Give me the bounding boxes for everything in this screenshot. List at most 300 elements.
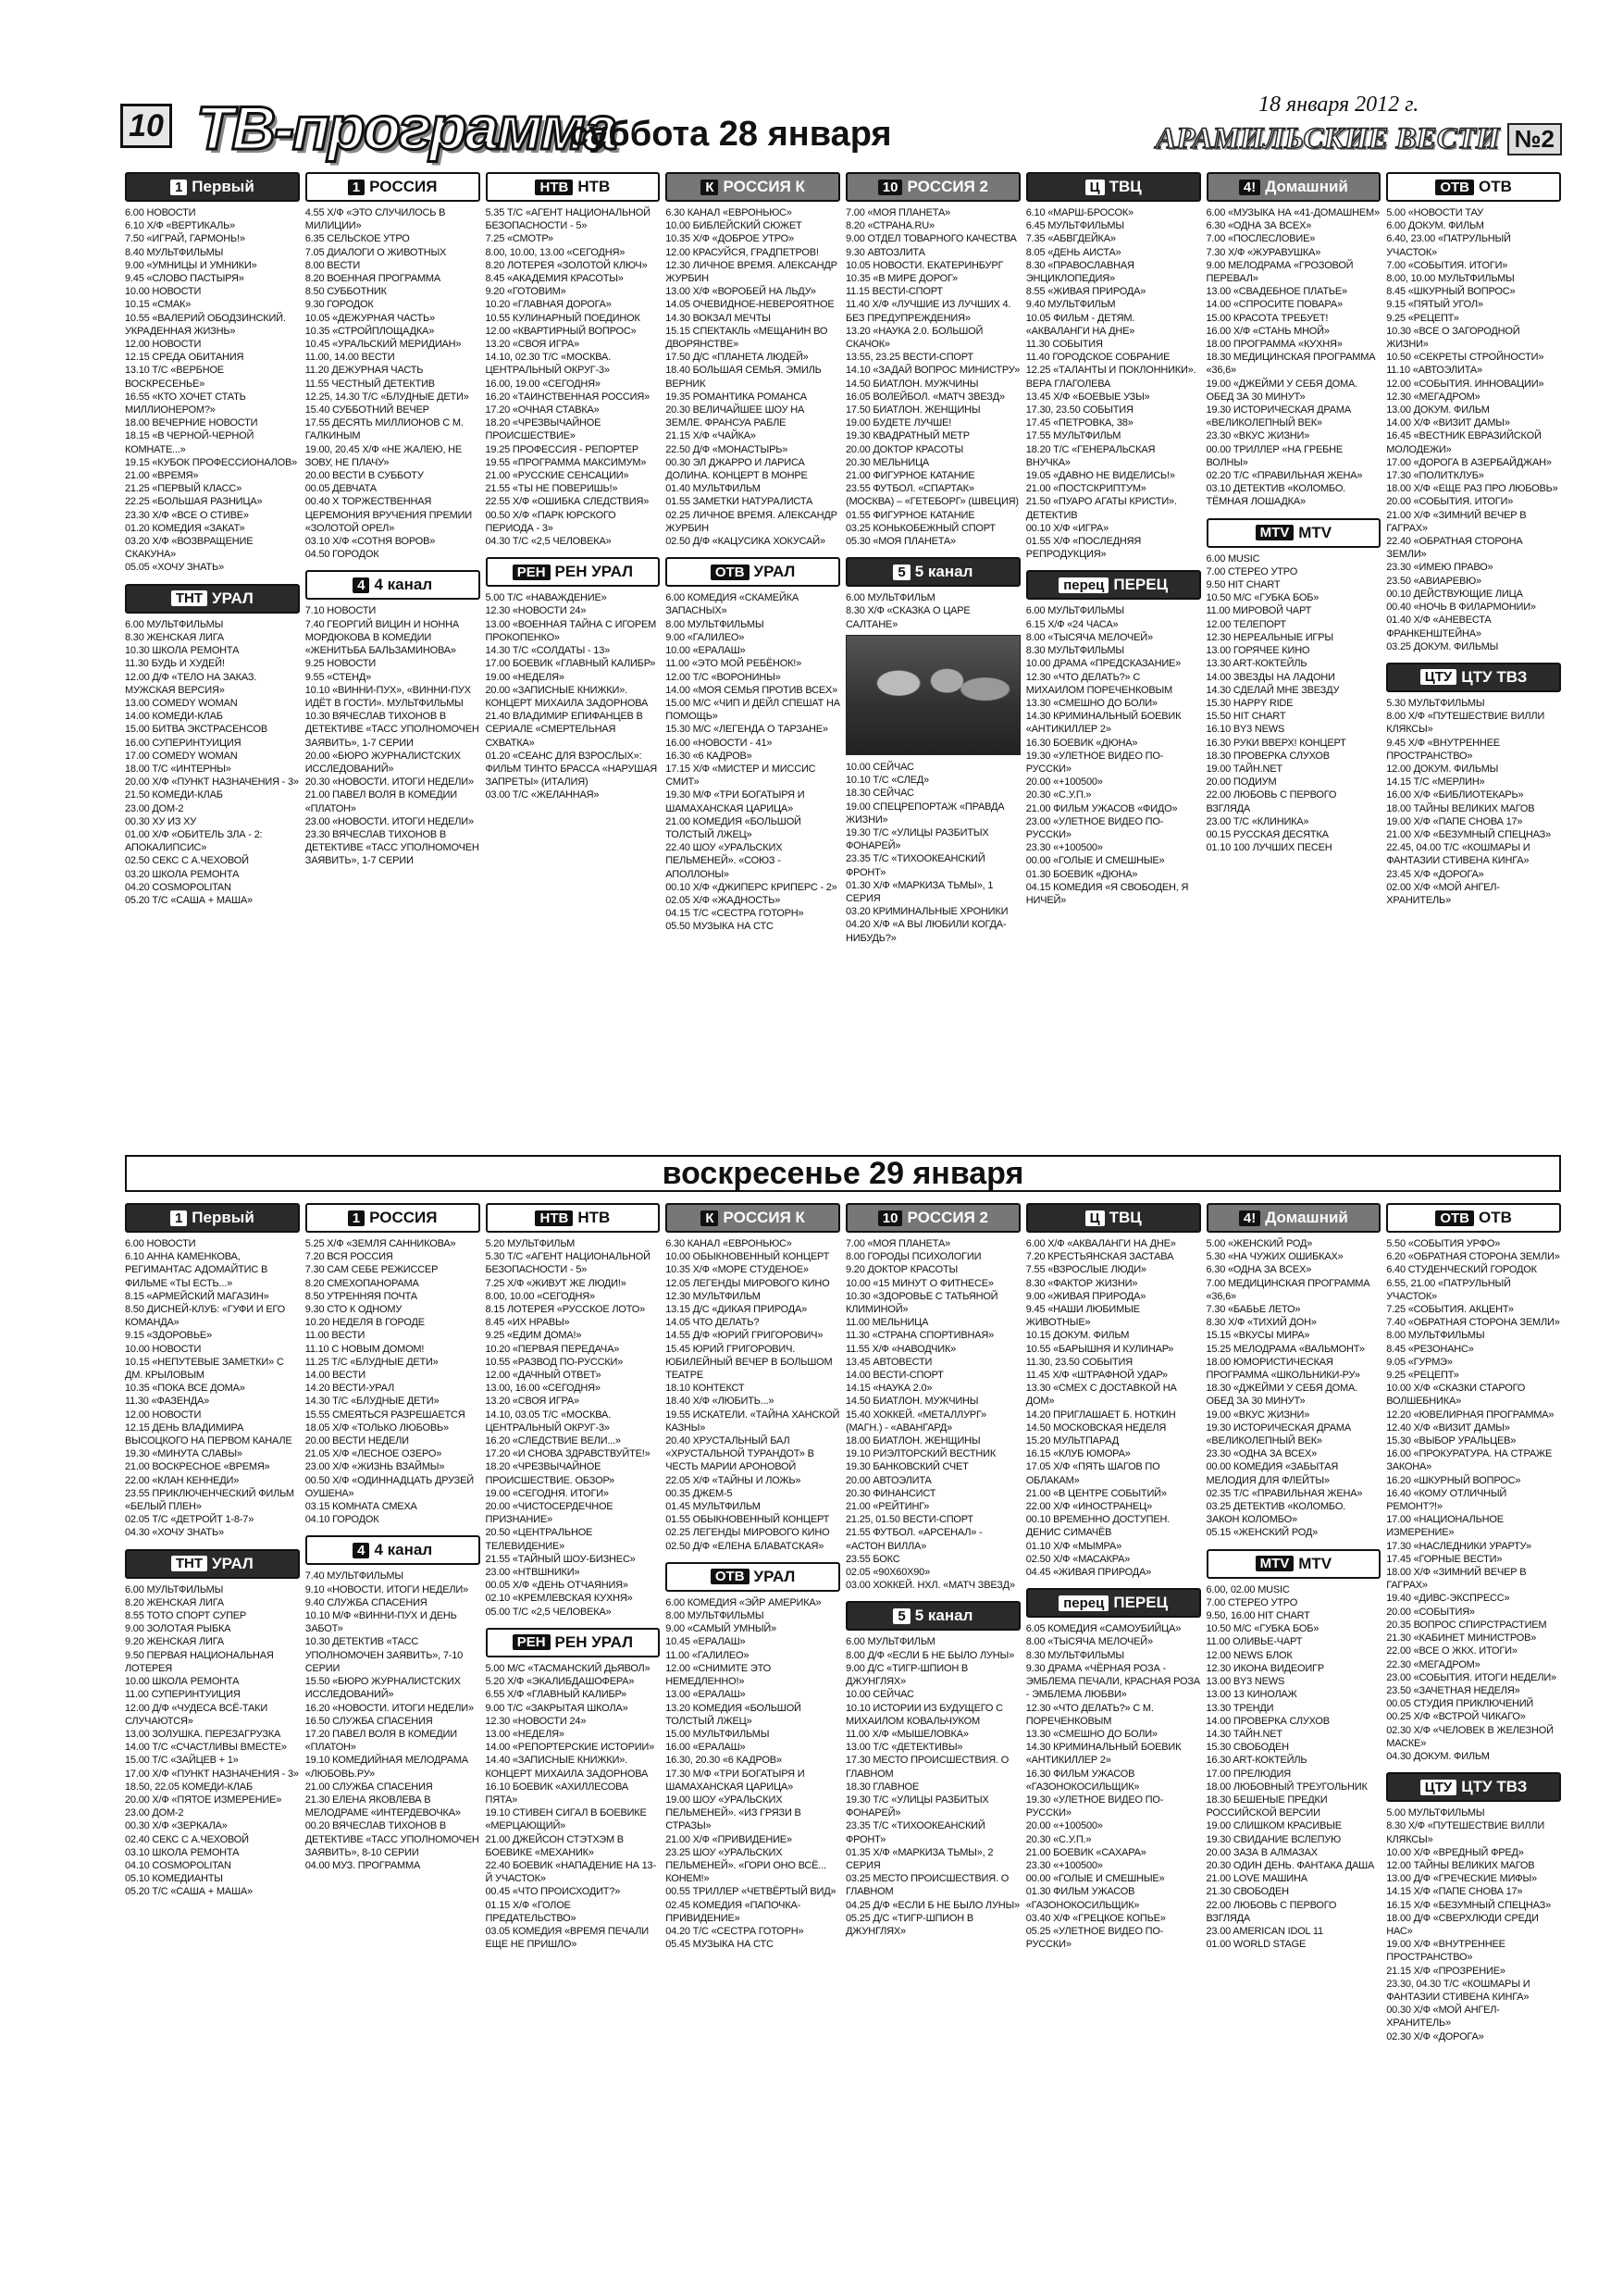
program-entry: 6.35 СЕЛЬСКОЕ УТРО — [304, 233, 410, 245]
program-entry: 6.00 МУЛЬТФИЛЬМЫ — [125, 1583, 224, 1595]
program-entry: 18.20 «ЧРЕЗВЫЧАЙНОЕ ПРОИСШЕСТВИЕ» — [485, 417, 601, 442]
program-entry: 10.30 «ЗДОРОВЬЕ С ТАТЬЯНОЙ КЛИМИНОЙ» — [846, 1290, 998, 1316]
program-entry: 8.30 Х/Ф «ПУТЕШЕСТВИЕ ВИЛЛИ КЛЯКСЫ» — [1386, 1820, 1545, 1845]
program-list — [665, 591, 840, 933]
channel-logo-icon: ОТВ — [1435, 180, 1474, 195]
program-entry: 12.00 Д/Ф «ЧУДЕСА ВСЁ-ТАКИ СЛУЧАЮТСЯ» — [125, 1702, 268, 1727]
channel-logo — [665, 1562, 840, 1592]
program-entry: 8.30 Х/Ф «ТИХИЙ ДОН» — [1206, 1317, 1317, 1329]
program-entry: 04.45 «ЖИВАЯ ПРИРОДА» — [1025, 1567, 1152, 1579]
program-entry: 21.00 СЛУЖБА СПАСЕНИЯ — [304, 1781, 433, 1793]
program-entry: 13.00 «СВАДЕБНОЕ ПЛАТЬЕ» — [1206, 286, 1347, 298]
program-entry: 11.00 ОЛИВЬЕ-ЧАРТ — [1206, 1636, 1303, 1648]
program-entry: 01.55 ФИГУРНОЕ КАТАНИЕ — [846, 509, 975, 521]
page-number: 10 — [120, 104, 172, 148]
program-entry: 9.25 «РЕЦЕПТ» — [1386, 1370, 1459, 1382]
channel-block — [665, 557, 840, 933]
channel-block — [1386, 172, 1561, 653]
channel-block — [665, 172, 840, 548]
program-entry: 01.55 ОБЫКНОВЕННЫЙ КОНЦЕРТ — [665, 1514, 830, 1526]
program-entry: 00.00 «ГОЛЫЕ И СМЕШНЫЕ» — [1025, 1873, 1165, 1885]
program-entry: 05.15 «ЖЕНСКИЙ РОД» — [1206, 1527, 1319, 1539]
channel-block — [665, 1203, 840, 1553]
program-entry: 19.30 М/Ф «ТРИ БОГАТЫРЯ И ШАМАХАНСКАЯ ЦАРИЦА» — [665, 789, 805, 814]
program-entry: 21.00 Х/Ф «ЗИМНИЙ ВЕЧЕР В ГАГРАХ» — [1386, 509, 1527, 534]
channel-logo-icon: MTV — [1256, 525, 1295, 540]
channel-logo — [1386, 1203, 1561, 1233]
program-entry: 13.00 ГОРЯЧЕЕ КИНО — [1206, 645, 1310, 657]
channel-logo-icon: 1 — [170, 180, 187, 195]
program-entry: 05.45 МУЗЫКА НА СТС — [665, 1939, 774, 1951]
program-entry: 12.20 «ЮВЕЛИРНАЯ ПРОГРАММА» — [1386, 1409, 1555, 1421]
program-entry: 5.00 МУЛЬТФИЛЬМЫ — [1386, 1807, 1485, 1819]
program-entry: 23.00 ДОМ-2 — [125, 802, 184, 814]
program-entry: 8.00 МУЛЬТФИЛЬМЫ — [1386, 1330, 1485, 1342]
program-entry: 20.00 ЗАЗА В АЛМАЗАХ — [1206, 1846, 1318, 1858]
program-entry: 19.30 БАНКОВСКИЙ СЧЕТ — [846, 1461, 969, 1473]
program-entry: 14.30 ТАЙН.NET — [1206, 1728, 1282, 1740]
program-entry: 21.00 ДЖЕЙСОН СТЭТХЭМ В БОЕВИКЕ «МЕХАНИК» — [485, 1833, 624, 1858]
program-entry: 03.05 КОМЕДИЯ «ВРЕМЯ ПЕЧАЛИ ЕЩЕ НЕ ПРИШЛО» — [485, 1925, 649, 1951]
program-entry: 02.05 «90Х60Х90» — [846, 1567, 930, 1579]
program-entry: 12.00 НОВОСТИ — [125, 1409, 202, 1421]
program-entry: 14.30 Т/С «БЛУДНЫЕ ДЕТИ» — [304, 1396, 440, 1408]
program-entry: 14.50 БИАТЛОН. МУЖЧИНЫ — [846, 1396, 979, 1408]
program-list — [1386, 1237, 1561, 1763]
channel-logo-icon: К — [700, 1210, 718, 1226]
program-entry: 8.15 ЛОТЕРЕЯ «РУССКОЕ ЛОТО» — [485, 1304, 646, 1316]
channel-name: Первый — [192, 1209, 254, 1226]
program-entry: 19.00 Х/Ф «ПАПЕ СНОВА 17» — [1386, 815, 1523, 827]
program-entry: 21.00 «ПОСТСКРИПТУМ» — [1025, 483, 1146, 495]
program-entry: 22.40 ШОУ «УРАЛЬСКИХ ПЕЛЬМЕНЕЙ». «СОЮЗ - АПОЛЛОНЫ» — [665, 842, 783, 880]
channel-block — [125, 1203, 300, 1540]
program-entry: 6.05 КОМЕДИЯ «САМОУБИЙЦА» — [1025, 1623, 1182, 1635]
program-entry: 16.10 БОЕВИК «АХИЛЛЕСОВА ПЯТА» — [485, 1781, 629, 1806]
program-entry: 12.15 ДЕНЬ ВЛАДИМИРА ВЫСОЦКОГО НА ПЕРВОМ КАНАЛЕ — [125, 1421, 292, 1447]
channel-block — [125, 584, 300, 907]
channel-block — [305, 570, 480, 867]
program-entry: 21.00 Х/Ф «ПРИВИДЕНИЕ» — [665, 1833, 792, 1845]
program-entry: 12.30 ИКОНА ВИДЕОИГР — [1206, 1662, 1324, 1674]
channel-name: ЦТУ ТВЗ — [1461, 1778, 1528, 1796]
program-entry: 10.00 СЕЙЧАС — [846, 1689, 914, 1701]
program-entry: 14.10, 03.05 Т/С «МОСКВА. ЦЕНТРАЛЬНЫЙ ОКРУГ-3» — [485, 1409, 612, 1433]
program-entry: 9.25 «ЕДИМ ДОМА!» — [485, 1330, 582, 1342]
program-entry: 13.00 Х/Ф «ВОРОБЕЙ НА ЛЬДУ» — [665, 286, 816, 298]
program-entry: 6.55, 21.00 «ПАТРУЛЬНЫЙ УЧАСТОК» — [1386, 1277, 1511, 1302]
program-entry: 01.10 Х/Ф «МЫМРА» — [1025, 1540, 1121, 1552]
channel-logo — [125, 1549, 300, 1579]
channel-name: Домашний — [1265, 178, 1348, 195]
program-entry: 11.25 Т/С «БЛУДНЫЕ ДЕТИ» — [304, 1356, 439, 1368]
program-entry: 02.10 «КРЕМЛЕВСКАЯ КУХНЯ» — [485, 1593, 633, 1605]
program-entry: 12.00 Т/С «ВОРОНИНЫ» — [665, 671, 781, 683]
program-entry: 10.30 ДЕТЕКТИВ «ТАСС УПОЛНОМОЧЕН ЗАЯВИТЬ», 7-10 СЕРИИ — [304, 1636, 464, 1674]
program-entry: 10.50 М/С «ГУБКА БОБ» — [1206, 1623, 1319, 1635]
program-entry: 20.00 АВТОЭЛИТА — [846, 1474, 932, 1486]
program-entry: 14.30 КРИМИНАЛЬНЫЙ БОЕВИК «АНТИКИЛЛЕР 2» — [1025, 711, 1182, 736]
program-entry: 19.55 ИСКАТЕЛИ. «ТАЙНА ХАНСКОЙ КАЗНЫ» — [665, 1409, 840, 1433]
channel-block — [846, 1601, 1021, 1938]
program-entry: 22.40 «ОБРАТНАЯ СТОРОНА ЗЕМЛИ» — [1386, 536, 1523, 561]
channel-logo — [665, 557, 840, 587]
channel-logo — [486, 1628, 661, 1657]
program-entry: 21.05 Х/Ф «ЛЕСНОЕ ОЗЕРО» — [304, 1448, 442, 1460]
channel-column-3 — [486, 1203, 661, 2053]
channel-block — [846, 1203, 1021, 1592]
channel-logo-icon: 5 — [893, 1608, 910, 1624]
program-entry: 01.40 МУЛЬТФИЛЬМ — [665, 483, 761, 495]
program-entry: 21.00 «РЕЙТИНГ» — [846, 1501, 930, 1513]
program-entry: 7.00 СТЕРЕО УТРО — [1206, 565, 1298, 577]
program-entry: 14.50 МОСКОВСКАЯ НЕДЕЛЯ — [1025, 1421, 1167, 1433]
program-entry: 5.30 Т/С «АГЕНТ НАЦИОНАЛЬНОЙ БЕЗОПАСНОСТИ - 5» — [485, 1251, 650, 1276]
program-entry: 12.00 Д/Ф «ТЕЛО НА ЗАКАЗ. МУЖСКАЯ ВЕРСИЯ» — [125, 671, 257, 696]
program-entry: 13.20 «НАУКА 2.0. БОЛЬШОЙ СКАЧОК» — [846, 325, 984, 351]
program-entry: 21.30 «КАБИНЕТ МИНИСТРОВ» — [1386, 1632, 1537, 1644]
program-entry: 10.00 Х/Ф «СКАЗКИ СТАРОГО ВОЛШЕБНИКА» — [1386, 1383, 1526, 1408]
program-entry: 9.50 ПЕРВАЯ НАЦИОНАЛЬНАЯ ЛОТЕРЕЯ — [125, 1649, 274, 1674]
channel-logo — [1026, 570, 1201, 600]
program-entry: 23.00 Х/Ф «ЖИЗНЬ ВЗАЙМЫ» — [304, 1461, 445, 1473]
channel-column-8 — [1386, 1203, 1561, 2053]
program-entry: 16.30, 20.30 «6 КАДРОВ» — [665, 1755, 782, 1767]
program-entry: 17.30 «НАСЛЕДНИКИ УРАРТУ» — [1386, 1540, 1531, 1552]
program-entry: 01.10 100 ЛУЧШИХ ПЕСЕН — [1206, 842, 1332, 854]
program-entry: 17.30, 23.50 СОБЫТИЯ — [1025, 404, 1134, 416]
program-entry: 23.45 Х/Ф «ДОРОГА» — [1386, 868, 1484, 880]
program-entry: 16.00 «НОВОСТИ - 41» — [665, 737, 773, 749]
program-entry: 18.00 БИАТЛОН. ЖЕНЩИНЫ — [846, 1435, 981, 1447]
channel-logo-icon: ТНТ — [171, 590, 207, 606]
program-list — [486, 1237, 661, 1619]
channel-name: УРАЛ — [753, 563, 796, 581]
program-entry: 12.00 ТАЙНЫ ВЕЛИКИХ МАГОВ — [1386, 1859, 1535, 1871]
program-entry: 8.00 МУЛЬТФИЛЬМЫ — [665, 618, 764, 630]
program-entry: 13.00 Т/С «ДЕТЕКТИВЫ» — [846, 1742, 963, 1754]
program-entry: 17.00 Х/Ф «ПУНКТ НАЗНАЧЕНИЯ - 3» — [125, 1768, 299, 1780]
program-entry: 7.00 «СОБЫТИЯ. ИТОГИ» — [1386, 259, 1508, 271]
program-entry: 14.00 «РЕПОРТЕРСКИЕ ИСТОРИИ» — [485, 1742, 655, 1754]
program-entry: 00.05 Х/Ф «ДЕНЬ ОТЧАЯНИЯ» — [485, 1580, 628, 1592]
program-entry: 03.00 Т/С «ЖЕЛАННАЯ» — [485, 789, 600, 801]
channel-logo — [125, 172, 300, 202]
program-entry: 22.00 ЛЮБОВЬ С ПЕРВОГО ВЗГЛЯДА — [1206, 789, 1337, 814]
program-entry: 7.00 МЕДИЦИНСКАЯ ПРОГРАММА «36,6» — [1206, 1277, 1370, 1302]
program-entry: 15.30 М/С «ЛЕГЕНДА О ТАРЗАНЕ» — [665, 724, 828, 736]
program-entry: 11.10 С НОВЫМ ДОМОМ! — [304, 1343, 425, 1355]
program-entry: 19.10 РИЭЛТОРСКИЙ ВЕСТНИК — [846, 1448, 997, 1460]
channel-name: 5 канал — [914, 563, 973, 581]
program-entry: 21.00 ВОСКРЕСНОЕ «ВРЕМЯ» — [125, 1461, 270, 1473]
program-entry: 15.20 МУЛЬТПАРАД — [1025, 1435, 1119, 1447]
program-entry: 16.20 «НОВОСТИ. ИТОГИ НЕДЕЛИ» — [304, 1702, 474, 1714]
program-entry: 6.00 ДОКУМ. ФИЛЬМ — [1386, 220, 1484, 232]
program-entry: 22.45, 04.00 Т/С «КОШМАРЫ И ФАНТАЗИИ СТИВЕНА КИНГА» — [1386, 842, 1530, 867]
program-entry: 12.30 «ЧТО ДЕЛАТЬ?» С М. ПОРЕЧЕНКОВЫМ — [1025, 1702, 1154, 1727]
program-entry: 12.30 МУЛЬТФИЛЬМ — [665, 1290, 761, 1302]
program-entry: 16.00 «ЕРАЛАШ» — [665, 1742, 746, 1754]
program-entry: 02.05 Х/Ф «ЖАДНОСТЬ» — [665, 894, 781, 906]
program-entry: 00.10 ДЕЙСТВУЮЩИЕ ЛИЦА — [1386, 588, 1523, 600]
channel-block — [486, 1628, 661, 1951]
program-entry: 7.20 ВСЯ РОССИЯ — [304, 1251, 393, 1263]
program-entry: 13.00 13 КИНОЛАЖ — [1206, 1689, 1297, 1701]
program-entry: 05.25 «УЛЕТНОЕ ВИДЕО ПО-РУССКИ» — [1025, 1925, 1164, 1951]
program-entry: 8.00 ВЕСТИ — [304, 259, 361, 271]
channel-logo — [305, 1203, 480, 1233]
program-entry: 12.00 NEWS БЛОК — [1206, 1649, 1293, 1661]
program-entry: 00.50 Х/Ф «ПАРК ЮРСКОГО ПЕРИОДА - 3» — [485, 509, 616, 534]
program-entry: 18.30 «ДЖЕЙМИ У СЕБЯ ДОМА. ОБЕД ЗА 30 МИНУТ» — [1206, 1383, 1357, 1408]
program-entry: 13.00 COMEDY WOMAN — [125, 697, 238, 709]
program-entry: 5.00 Т/С «НАВАЖДЕНИЕ» — [485, 592, 607, 604]
program-entry: 13.00 «НЕДЕЛЯ» — [485, 1728, 564, 1740]
program-entry: 02.45 КОМЕДИЯ «ПАПОЧКА-ПРИВИДЕНИЕ» — [665, 1899, 801, 1924]
program-entry: 19.30 СВИДАНИЕ ВСЛЕПУЮ — [1206, 1833, 1342, 1845]
program-entry: 01.00 WORLD STAGE — [1206, 1939, 1307, 1951]
program-entry: 10.00 СЕЙЧАС — [846, 761, 914, 773]
program-entry: 11.30, 23.50 СОБЫТИЯ — [1025, 1356, 1133, 1368]
program-entry: 19.15 «КУБОК ПРОФЕССИОНАЛОВ» — [125, 456, 298, 468]
program-entry: 5.50 «СОБЫТИЯ УРФО» — [1386, 1238, 1501, 1249]
program-entry: 02.50 Д/Ф «КАЦУСИКА ХОКУСАЙ» — [665, 536, 825, 548]
program-entry: 17.55 МУЛЬТФИЛЬМ — [1025, 430, 1121, 442]
channel-name: НТВ — [577, 178, 611, 195]
program-entry: 6.45 МУЛЬТФИЛЬМЫ — [1025, 220, 1124, 232]
program-entry: 20.30 ОДИН ДЕНЬ. ФАНТАКА ДАША — [1206, 1859, 1375, 1871]
program-entry: 21.25, 01.50 ВЕСТИ-СПОРТ — [846, 1514, 973, 1526]
channel-logo-icon: НТВ — [535, 180, 573, 195]
program-entry: 22.00 ЛЮБОВЬ С ПЕРВОГО ВЗГЛЯДА — [1206, 1899, 1337, 1924]
channel-block — [125, 172, 300, 575]
program-entry: 01.00 Х/Ф «ОБИТЕЛЬ ЗЛА - 2: АПОКАЛИПСИС» — [125, 828, 263, 854]
channel-block — [846, 557, 1021, 944]
channel-logo-icon: ОТВ — [711, 1569, 750, 1584]
program-entry: 10.05 «ДЕЖУРНАЯ ЧАСТЬ» — [304, 312, 435, 324]
channel-column-3 — [486, 172, 661, 954]
program-entry: 02.30 Х/Ф «ДОРОГА» — [1386, 2030, 1484, 2042]
program-entry: 12.00 ТЕЛЕПОРТ — [1206, 618, 1286, 630]
program-entry: 13.00 BY3 NEWS — [1206, 1676, 1285, 1688]
program-entry: 21.50 «ПУАРО АГАТЫ КРИСТИ». ДЕТЕКТИВ — [1025, 496, 1177, 521]
program-entry: 14.30 ВОКЗАЛ МЕЧТЫ — [665, 312, 771, 324]
program-entry: 21.00 «В ЦЕНТРЕ СОБЫТИЙ» — [1025, 1487, 1167, 1499]
program-entry: 21.55 «ТЫ НЕ ПОВЕРИШЬ!» — [485, 483, 618, 495]
program-entry: 10.45 «ЕРАЛАШ» — [665, 1636, 746, 1648]
program-entry: 20.30 ВЕЛИЧАЙШЕЕ ШОУ НА ЗЕМЛЕ. ФРАНСУА РАБЛЕ — [665, 404, 805, 429]
channel-name: ПЕРЕЦ — [1113, 1594, 1169, 1612]
program-entry: 20.00 Х/Ф «ПЯТОЕ ИЗМЕРЕНИЕ» — [125, 1793, 282, 1806]
program-entry: 10.15 «НЕПУТЕВЫЕ ЗАМЕТКИ» С ДМ. КРЫЛОВЫМ — [125, 1356, 284, 1382]
channel-name: ЦТУ ТВЗ — [1461, 667, 1528, 686]
program-entry: 7.55 «ВЗРОСЛЫЕ ЛЮДИ» — [1025, 1264, 1146, 1276]
program-entry: 15.50 «БЮРО ЖУРНАЛИСТСКИХ ИССЛЕДОВАНИЙ» — [304, 1676, 461, 1701]
program-entry: 8.15 «АРМЕЙСКИЙ МАГАЗИН» — [125, 1290, 269, 1302]
program-entry: 14.00 «МОЯ СЕМЬЯ ПРОТИВ ВСЕХ» — [665, 684, 838, 696]
program-entry: 20.00 «СОБЫТИЯ» — [1386, 1606, 1475, 1618]
channel-logo — [1207, 1549, 1381, 1579]
channel-name: УРАЛ — [753, 1567, 796, 1585]
channel-name: РОССИЯ — [369, 178, 438, 195]
program-entry: 13.00 «ВОЕННАЯ ТАЙНА С ИГОРЕМ ПРОКОПЕНКО» — [485, 618, 657, 643]
program-entry: 7.25 «СМОТР» — [485, 233, 553, 245]
program-entry: 10.00 ДРАМА «ПРЕДСКАЗАНИЕ» — [1025, 658, 1182, 670]
program-entry: 03.25 МЕСТО ПРОИСШЕСТВИЯ. О ГЛАВНОМ — [846, 1873, 1010, 1898]
channel-name: РОССИЯ К — [723, 178, 805, 195]
program-entry: 23.00 AMERICAN IDOL 11 — [1206, 1925, 1323, 1937]
program-entry: 22.40 БОЕВИК «НАПАДЕНИЕ НА 13-Й УЧАСТОК» — [485, 1859, 656, 1885]
program-entry: 6.30 КАНАЛ «ЕВРОНЬЮС» — [665, 207, 792, 218]
program-entry: 10.55 «РАЗВОД ПО-РУССКИ» — [485, 1356, 624, 1368]
program-entry: 05.50 МУЗЫКА НА СТС — [665, 921, 774, 933]
program-entry: 10.55 «ВАЛЕРИЙ ОБОДЗИНСКИЙ. УКРАДЕННАЯ ЖИЗНЬ» — [125, 312, 286, 337]
program-entry: 9.00 МЕЛОДРАМА «ГРОЗОВОЙ ПЕРЕВАЛ» — [1206, 259, 1354, 285]
program-entry: 5.25 Х/Ф «ЗЕМЛЯ САННИКОВА» — [304, 1238, 456, 1249]
channel-name: ПЕРЕЦ — [1113, 576, 1169, 594]
program-entry: 01.40 Х/Ф «АНЕВЕСТА ФРАНКЕНШТЕЙНА» — [1386, 614, 1492, 639]
program-entry: 21.00 «РУССКИЕ СЕНСАЦИИ» — [485, 470, 629, 482]
channel-column-2 — [305, 1203, 480, 2053]
program-entry: 8.05 «ДЕНЬ АИСТА» — [1025, 246, 1121, 258]
program-entry: 15.40 ХОККЕЙ. «МЕТАЛЛУРГ» (МАГН.) - «АВАНГАРД» — [846, 1409, 986, 1433]
program-entry: 04.00 МУЗ. ПРОГРАММА — [304, 1859, 421, 1871]
program-list — [846, 1237, 1021, 1592]
program-entry: 14.40 «ЗАПИСНЫЕ КНИЖКИ». КОНЦЕРТ МИХАИЛА ЗАДОРНОВА — [485, 1755, 649, 1780]
program-entry: 6.30 «ОДНА ЗА ВСЕХ» — [1206, 1264, 1312, 1276]
program-entry: 02.50 Х/Ф «МАСАКРА» — [1025, 1553, 1131, 1565]
channel-logo — [846, 1601, 1021, 1631]
program-entry: 00.35 ДЖЕМ-5 — [665, 1487, 733, 1499]
channel-block — [1207, 1203, 1381, 1540]
program-entry: 10.30 ВЯЧЕСЛАВ ТИХОНОВ В ДЕТЕКТИВЕ «ТАСС УПОЛНОМОЧЕН ЗАЯВИТЬ», 1-7 СЕРИИ — [304, 711, 479, 749]
program-entry: 6.00, 02.00 MUSIC — [1206, 1583, 1290, 1595]
program-entry: 11.00 МЕЛЬНИЦА — [846, 1317, 929, 1329]
program-entry: 8.00 «ТЫСЯЧА МЕЛОЧЕЙ» — [1025, 631, 1153, 643]
program-entry: 04.15 КОМЕДИЯ «Я СВОБОДЕН, Я НИЧЕЙ» — [1025, 881, 1189, 906]
program-entry: 7.30 «БАБЬЕ ЛЕТО» — [1206, 1304, 1301, 1316]
program-entry: 03.25 КОНЬКОБЕЖНЫЙ СПОРТ — [846, 522, 996, 534]
program-entry: 18.00 Т/С «ИНТЕРНЫ» — [125, 763, 231, 775]
program-entry: 17.30 М/Ф «ТРИ БОГАТЫРЯ И ШАМАХАНСКАЯ ЦАРИЦА» — [665, 1768, 805, 1793]
program-entry: 8.45 «РЕЗОНАНС» — [1386, 1343, 1474, 1355]
program-entry: 11.30 «ФАЗЕНДА» — [125, 1396, 210, 1408]
program-entry: 15.00 М/С «ЧИП И ДЕЙЛ СПЕШАТ НА ПОМОЩЬ» — [665, 697, 840, 723]
program-entry: 7.25 Х/Ф «ЖИВУТ ЖЕ ЛЮДИ!» — [485, 1277, 626, 1289]
program-entry: 7.00 СТЕРЕО УТРО — [1206, 1596, 1298, 1608]
program-entry: 21.25 «ПЕРВЫЙ КЛАСС» — [125, 483, 242, 495]
channel-column-4 — [665, 1203, 840, 2053]
program-entry: 12.05 ЛЕГЕНДЫ МИРОВОГО КИНО — [665, 1277, 830, 1289]
program-entry: 13.20 КОМЕДИЯ «БОЛЬШОЙ ТОЛСТЫЙ ЛЖЕЦ» — [665, 1702, 801, 1727]
program-entry: 00.55 ТРИЛЛЕР «ЧЕТВЁРТЫЙ ВИД» — [665, 1886, 836, 1898]
program-entry: 15.25 МЕЛОДРАМА «ВАЛЬМОНТ» — [1206, 1343, 1365, 1355]
program-entry: 12.00 НОВОСТИ — [125, 339, 202, 351]
program-entry: 18.30 БЕШЕНЫЕ ПРЕДКИ РОССИЙСКОЙ ВЕРСИИ — [1206, 1793, 1328, 1819]
program-entry: 20.30 «С.У.П.» — [1025, 1833, 1092, 1845]
program-entry: 23.00 «НТВШНИКИ» — [485, 1567, 580, 1579]
program-entry: 9.00 «САМЫЙ УМНЫЙ» — [665, 1623, 776, 1635]
channel-column-7 — [1207, 1203, 1381, 2053]
program-entry: 22.00 «КЛАН КЕННЕДИ» — [125, 1474, 240, 1486]
program-entry: 7.35 «АБВГДЕЙКА» — [1025, 233, 1116, 245]
program-entry: 11.30 «СТРАНА СПОРТИВНАЯ» — [846, 1330, 995, 1342]
program-entry: 03.10 Х/Ф «СОТНЯ ВОРОВ» — [304, 536, 436, 548]
program-entry: 13.00 «ЕРАЛАШ» — [665, 1689, 746, 1701]
program-entry: 6.15 Х/Ф «24 ЧАСА» — [1025, 618, 1119, 630]
program-entry: 5.00 «ЖЕНСКИЙ РОД» — [1206, 1238, 1313, 1249]
program-entry: 10.05 ФИЛЬМ - ДЕТЯМ. «АКВАЛАНГИ НА ДНЕ» — [1025, 312, 1135, 337]
program-entry: 14.00 ПРОВЕРКА СЛУХОВ — [1206, 1715, 1330, 1727]
channel-block — [305, 1203, 480, 1526]
program-entry: 21.15 Х/Ф «ЧАЙКА» — [665, 430, 756, 442]
program-entry: 16.10 BY3 NEWS — [1206, 724, 1285, 736]
channel-column-7 — [1207, 172, 1381, 954]
channel-logo-icon: 5 — [893, 565, 910, 580]
program-entry: 19.30 Т/С «УЛИЦЫ РАЗБИТЫХ ФОНАРЕЙ» — [846, 826, 989, 852]
channel-logo — [846, 1203, 1021, 1233]
channel-logo — [305, 172, 480, 202]
program-entry: 17.15 Х/Ф «МИСТЕР И МИССИС СМИТ» — [665, 763, 816, 788]
program-entry: 18.00 Д/Ф «СВЕРХЛЮДИ СРЕДИ НАС» — [1386, 1912, 1539, 1937]
program-entry: 11.45 Х/Ф «ШТРАФНОЙ УДАР» — [1025, 1370, 1168, 1382]
program-list — [1386, 697, 1561, 907]
channel-logo-icon: 4! — [1239, 1210, 1260, 1226]
channel-logo-icon: РЕН — [513, 565, 551, 580]
program-entry: 11.15 ВЕСТИ-СПОРТ — [846, 286, 943, 298]
program-entry: 19.00 «ВКУС ЖИЗНИ» — [1206, 1409, 1310, 1421]
program-list — [846, 206, 1021, 548]
newspaper-name: АРАМИЛЬСКИЕ ВЕСТИ — [1156, 121, 1500, 155]
program-entry: 04.15 Т/С «СЕСТРА ГОТОРН» — [665, 908, 804, 920]
program-entry: 14.30 Т/С «СОЛДАТЫ - 13» — [485, 645, 611, 657]
program-entry: 23.55 БОКС — [846, 1553, 900, 1565]
program-entry: 20.30 «С.У.П.» — [1025, 789, 1092, 801]
program-entry: 9.45 Х/Ф «ВНУТРЕННЕЕ ПРОСТРАНСТВО» — [1386, 737, 1500, 762]
channel-column-5 — [846, 1203, 1021, 2053]
program-entry: 03.20 Х/Ф «ВОЗВРАЩЕНИЕ СКАКУНА» — [125, 536, 254, 561]
program-entry: 13.30 ART-КОКТЕЙЛЬ — [1206, 658, 1307, 670]
program-entry: 00.40 X ТОРЖЕСТВЕННАЯ ЦЕРЕМОНИЯ ВРУЧЕНИЯ ПРЕМИИ «ЗОЛОТОЙ ОРЕЛ» — [304, 496, 472, 534]
program-list — [665, 1237, 840, 1553]
program-entry: 23.25 ШОУ «УРАЛЬСКИХ ПЕЛЬМЕНЕЙ». «ГОРИ ОНО ВСЁ... КОНЕМ!» — [665, 1846, 826, 1885]
program-entry: 03.25 ДОКУМ. ФИЛЬМЫ — [1386, 640, 1499, 652]
program-entry: 05.10 КОМЕДИАНТЫ — [125, 1873, 223, 1885]
program-entry: 04.50 ГОРОДОК — [304, 549, 379, 561]
program-list — [1207, 552, 1381, 855]
program-entry: 7.40 «ОБРАТНАЯ СТОРОНА ЗЕМЛИ» — [1386, 1317, 1560, 1329]
program-entry: 16.30 ФИЛЬМ УЖАСОВ «ГАЗОНОКОСИЛЬЩИК» — [1025, 1768, 1140, 1793]
program-entry: 15.30 СВОБОДЕН — [1206, 1742, 1289, 1754]
program-entry: 18.00 ЮМОРИСТИЧЕСКАЯ ПРОГРАММА «ШКОЛЬНИКИ-РУ» — [1206, 1356, 1360, 1382]
channel-name: РОССИЯ 2 — [907, 1209, 988, 1226]
program-entry: 8.00 МУЛЬТФИЛЬМЫ — [665, 1610, 764, 1622]
program-entry: 00.40 «НОЧЬ В ФИЛАРМОНИИ» — [1386, 602, 1536, 614]
program-entry: 17.20 ПАВЕЛ ВОЛЯ В КОМЕДИИ «ПЛАТОН» — [304, 1728, 457, 1754]
program-entry: 14.00 КОМЕДИ-КЛАБ — [125, 711, 223, 723]
program-entry: 10.20 НЕДЕЛЯ В ГОРОДЕ — [304, 1317, 425, 1329]
program-entry: 9.30 ДРАМА «ЧЁРНАЯ РОЗА - ЭМБЛЕМА ПЕЧАЛИ, КРАСНАЯ РОЗА - ЭМБЛЕМА ЛЮБВИ» — [1025, 1662, 1200, 1701]
program-list — [1026, 1237, 1201, 1579]
program-entry: 6.10 Х/Ф «ВЕРТИКАЛЬ» — [125, 220, 236, 232]
program-entry: 19.30 Т/С «УЛИЦЫ РАЗБИТЫХ ФОНАРЕЙ» — [846, 1793, 989, 1819]
channel-block — [1386, 1772, 1561, 2043]
channel-logo-icon: ОТВ — [1435, 1210, 1474, 1226]
program-entry: 13.00 Д/Ф «ГРЕЧЕСКИЕ МИФЫ» — [1386, 1873, 1537, 1885]
program-entry: 7.50 «ИГРАЙ, ГАРМОНЬ!» — [125, 233, 245, 245]
program-entry: 10.10 М/Ф «ВИННИ-ПУХ И ДЕНЬ ЗАБОТ» — [304, 1610, 457, 1635]
